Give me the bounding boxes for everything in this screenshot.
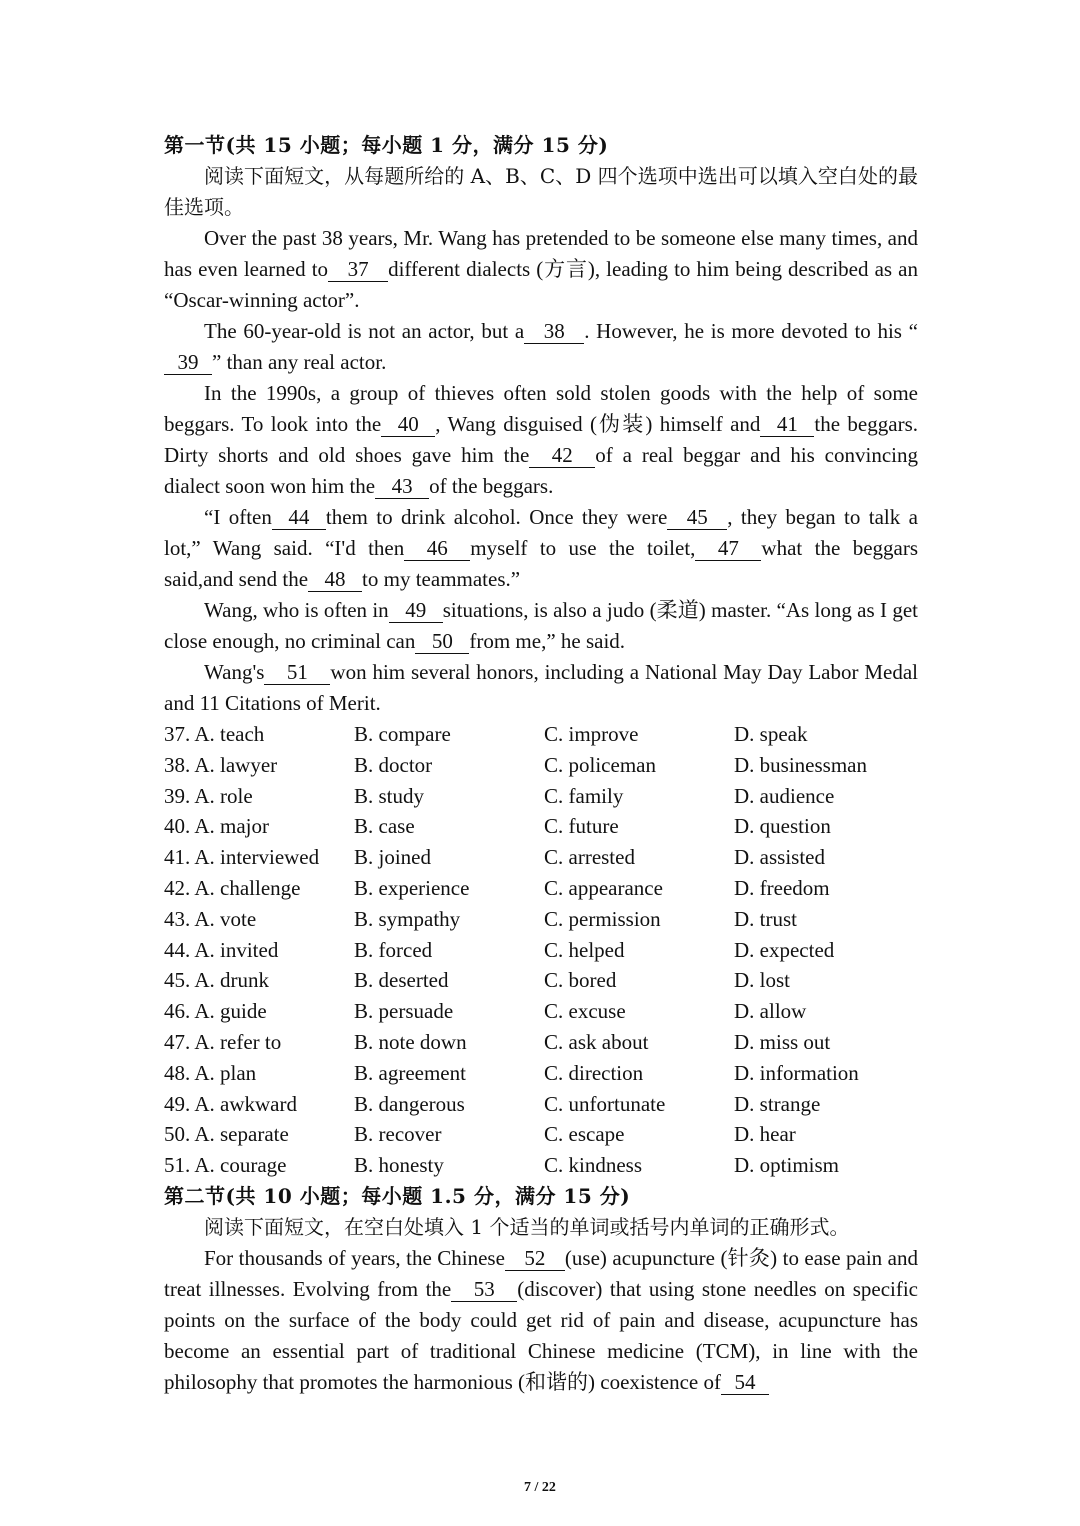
option-d: D. businessman xyxy=(734,752,867,777)
option-row xyxy=(164,904,918,935)
text-run: of the beggars. xyxy=(429,474,554,498)
option-b: B. persuade xyxy=(354,999,454,1024)
blank-54: 54 xyxy=(721,1370,769,1395)
page-number: 7 / 22 xyxy=(524,1480,556,1495)
text-run: “I often xyxy=(204,505,272,529)
option-a: 47. A. refer to xyxy=(164,1029,282,1054)
text-run: of a real beggar and his convincing dialect soon won him the xyxy=(164,443,918,498)
option-b: B. deserted xyxy=(354,968,449,993)
blank-42: 42 xyxy=(529,443,595,468)
blank-38: 38 xyxy=(524,319,584,344)
text-run: In the 1990s, a group of thieves often sold stolen goods with the help of some beggars. To look into the xyxy=(164,381,918,436)
option-a: 51. A. courage xyxy=(164,1153,287,1178)
option-row xyxy=(164,842,918,873)
text-run: from me,” he said. xyxy=(469,629,626,653)
text-run: . However, he is more devoted to his “ xyxy=(584,319,918,343)
option-b: B. joined xyxy=(354,845,431,870)
option-b: B. study xyxy=(354,783,425,808)
paragraph xyxy=(164,316,918,378)
option-d: D. lost xyxy=(734,968,791,993)
blank-52: 52 xyxy=(505,1246,565,1271)
option-b: B. recover xyxy=(354,1122,442,1147)
option-row xyxy=(164,781,918,812)
option-row xyxy=(164,719,918,750)
blank-43: 43 xyxy=(375,474,429,499)
blank-40: 40 xyxy=(381,412,435,437)
paragraph xyxy=(164,223,918,316)
option-d: D. expected xyxy=(734,937,835,962)
blank-47: 47 xyxy=(695,536,761,561)
option-c: C. appearance xyxy=(544,875,663,900)
option-b: B. doctor xyxy=(354,752,433,777)
option-c: C. excuse xyxy=(544,999,626,1024)
option-c: C. family xyxy=(544,783,624,808)
section2-instruction: 阅读下面短文，在空白处填入 1 个适当的单词或括号内单词的正确形式。 xyxy=(204,1214,850,1239)
option-c: C. permission xyxy=(544,906,661,931)
text-run: what the beggars said,and send the xyxy=(164,536,919,591)
option-b: B. forced xyxy=(354,937,433,962)
option-b: B. agreement xyxy=(354,1060,466,1085)
option-row xyxy=(164,1058,918,1089)
option-d: D. freedom xyxy=(734,875,830,900)
option-a: 46. A. guide xyxy=(164,999,267,1024)
option-a: 49. A. awkward xyxy=(164,1091,297,1116)
option-d: D. question xyxy=(734,814,831,839)
passage1 xyxy=(164,223,918,719)
option-c: C. future xyxy=(544,814,619,839)
option-row xyxy=(164,1089,918,1120)
passage2 xyxy=(164,1243,918,1398)
option-b: B. experience xyxy=(354,875,470,900)
text-run: Wang's xyxy=(204,660,265,684)
option-c: C. arrested xyxy=(544,845,635,870)
option-c: C. kindness xyxy=(544,1153,643,1178)
option-c: C. ask about xyxy=(544,1029,649,1054)
option-b: B. honesty xyxy=(354,1153,444,1178)
paragraph xyxy=(164,378,918,502)
section1-heading: 第一节(共 15 小题；每小题 1 分，满分 15 分) xyxy=(164,133,609,157)
option-d: D. speak xyxy=(734,722,808,746)
option-a: 39. A. role xyxy=(164,783,253,808)
option-c: C. unfortunate xyxy=(544,1091,666,1116)
option-row xyxy=(164,873,918,904)
option-a: 40. A. major xyxy=(164,814,269,839)
blank-53: 53 xyxy=(451,1277,517,1302)
option-row xyxy=(164,1119,918,1150)
option-c: C. helped xyxy=(544,937,625,962)
option-row xyxy=(164,935,918,966)
text-run: (discover) that using stone needles on specific points on the surface of the body could get rid of pain and disease, acupuncture has become an essential part of traditional Chinese medicine (TCM), in line with the philosophy that promotes the harmonious (和谐的) coexistence of xyxy=(164,1276,918,1394)
option-d: D. miss out xyxy=(734,1029,831,1054)
option-a: 48. A. plan xyxy=(164,1060,257,1085)
text-run: them to drink alcohol. Once they were xyxy=(325,505,668,529)
text-run: For thousands of years, the Chinese xyxy=(204,1245,505,1270)
text-run: , they began to talk a lot,” Wang said. “I'd then xyxy=(164,505,918,560)
option-d: D. trust xyxy=(734,906,797,931)
text-run: , Wang disguised (伪装) himself and xyxy=(435,412,761,436)
option-c: C. improve xyxy=(544,722,639,746)
text-run: myself to use the toilet, xyxy=(470,536,696,560)
option-a: 45. A. drunk xyxy=(164,968,269,993)
text-run: different dialects (方言), leading to him being described as an “Oscar-winning actor”. xyxy=(164,257,919,312)
paragraph xyxy=(164,657,918,719)
option-c: C. direction xyxy=(544,1060,644,1085)
exam-page xyxy=(164,130,918,1398)
option-a: 43. A. vote xyxy=(164,906,257,931)
option-a: 38. A. lawyer xyxy=(164,752,278,777)
blank-41: 41 xyxy=(760,412,814,437)
text-run: Over the past 38 years, Mr. Wang has pretended to be someone else many times, and has even learned to xyxy=(164,226,918,281)
section2-heading: 第二节(共 10 小题；每小题 1.5 分，满分 15 分) xyxy=(164,1183,631,1208)
option-d: D. optimism xyxy=(734,1153,840,1178)
blank-44: 44 xyxy=(272,505,326,530)
option-row xyxy=(164,750,918,781)
paragraph xyxy=(164,502,918,595)
options-table xyxy=(164,719,918,1181)
option-c: C. bored xyxy=(544,968,617,993)
blank-50: 50 xyxy=(415,629,469,654)
option-a: 41. A. interviewed xyxy=(164,845,320,870)
option-c: C. policeman xyxy=(544,752,656,777)
option-b: B. case xyxy=(354,814,415,839)
blank-48: 48 xyxy=(308,567,362,592)
text-run: Wang, who is often in xyxy=(204,598,389,622)
text-run: won him several honors, including a National May Day Labor Medal and 11 Citations of Merit. xyxy=(164,660,918,715)
option-row xyxy=(164,996,918,1027)
text-run: (use) acupuncture (针灸) to ease pain and treat illnesses. Evolving from the xyxy=(164,1245,918,1301)
option-row xyxy=(164,811,918,842)
option-b: B. sympathy xyxy=(354,906,461,931)
blank-37: 37 xyxy=(328,257,388,282)
option-d: D. assisted xyxy=(734,845,825,870)
option-d: D. strange xyxy=(734,1091,821,1116)
blank-39: 39 xyxy=(164,350,212,375)
paragraph xyxy=(164,595,918,657)
option-b: B. dangerous xyxy=(354,1091,465,1116)
option-b: B. compare xyxy=(354,722,451,746)
blank-51: 51 xyxy=(264,660,330,685)
option-row xyxy=(164,1150,918,1181)
text-run: the beggars. Dirty shorts and old shoes gave him the xyxy=(164,412,918,467)
blank-49: 49 xyxy=(389,598,443,623)
option-c: C. escape xyxy=(544,1122,625,1147)
option-d: D. allow xyxy=(734,999,807,1024)
text-run: situations, is also a judo (柔道) master. “As long as I get close enough, no criminal can xyxy=(164,598,918,653)
option-a: 50. A. separate xyxy=(164,1122,289,1147)
option-row xyxy=(164,1027,918,1058)
option-d: D. audience xyxy=(734,783,835,808)
paragraph xyxy=(164,1243,918,1398)
option-row xyxy=(164,965,918,996)
option-a: 37. A. teach xyxy=(164,722,265,746)
blank-45: 45 xyxy=(667,505,727,530)
option-a: 44. A. invited xyxy=(164,937,279,962)
option-d: D. information xyxy=(734,1060,859,1085)
section1-instruction: 阅读下面短文，从每题所给的 A、B、C、D 四个选项中选出可以填入空白处的最佳选项。 xyxy=(164,164,918,219)
text-run: The 60-year-old is not an actor, but a xyxy=(204,319,525,343)
option-a: 42. A. challenge xyxy=(164,875,301,900)
blank-46: 46 xyxy=(404,536,470,561)
option-b: B. note down xyxy=(354,1029,467,1054)
text-run: ” than any real actor. xyxy=(212,350,387,374)
option-d: D. hear xyxy=(734,1122,796,1147)
text-run: to my teammates.” xyxy=(362,567,521,591)
